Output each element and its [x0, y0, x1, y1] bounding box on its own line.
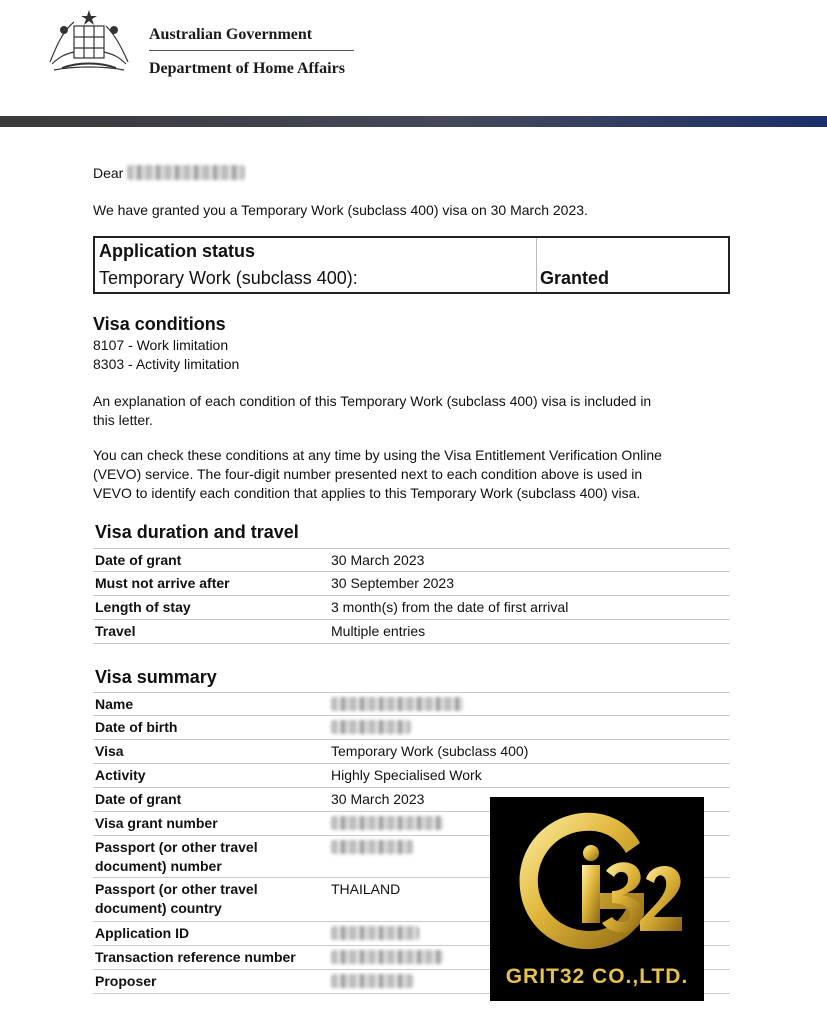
- status-value: Granted: [540, 268, 610, 288]
- duration-row: [93, 572, 730, 596]
- salutation: [93, 164, 245, 183]
- redacted-value: [331, 697, 463, 711]
- row-value: 3 month(s) from the date of first arrival: [331, 599, 569, 615]
- row-label: Passport (or other travel document) country: [95, 881, 258, 916]
- row-value: 30 March 2023: [331, 791, 425, 807]
- redacted-name: [127, 165, 245, 180]
- coat-of-arms-icon: [44, 8, 134, 76]
- government-name: Australian Government: [149, 26, 313, 43]
- header-banner-bar: [0, 116, 827, 127]
- conditions-paragraph-1-line: An explanation of each condition of this Temporary Work (subclass 400) visa is included in: [93, 393, 652, 409]
- duration-row: [93, 548, 730, 572]
- conditions-paragraph-2-line: (VEVO) service. The four-digit number presented next to each condition above is used in: [93, 466, 643, 482]
- condition-item: 8107 - Work limitation: [93, 337, 229, 353]
- condition-item: 8303 - Activity limitation: [93, 356, 240, 372]
- conditions-paragraph-2-line: VEVO to identify each condition that applies to this Temporary Work (subclass 400) visa.: [93, 485, 641, 501]
- row-value: Multiple entries: [331, 623, 426, 639]
- g32-logo-icon: [490, 797, 704, 967]
- row-value: [331, 948, 443, 969]
- redacted-value: [331, 950, 443, 964]
- conditions-paragraph-1-line: this letter.: [93, 412, 153, 428]
- application-status-box: [93, 236, 730, 294]
- redacted-value: [331, 816, 443, 830]
- salutation-text: Dear: [93, 165, 124, 181]
- row-label: Proposer: [95, 973, 157, 989]
- row-label: Length of stay: [95, 599, 191, 615]
- duration-heading: Visa duration and travel: [95, 522, 299, 542]
- row-label: Name: [95, 696, 134, 712]
- row-value: THAILAND: [331, 881, 401, 897]
- duration-row: [93, 596, 730, 620]
- company-logo: [490, 797, 704, 1001]
- redacted-value: [331, 974, 413, 988]
- summary-heading: Visa summary: [95, 667, 217, 687]
- row-label: Travel: [95, 623, 136, 639]
- letterhead: [0, 0, 827, 118]
- row-value: [331, 814, 443, 835]
- row-label: Date of birth: [95, 719, 178, 735]
- row-label: Visa: [95, 743, 124, 759]
- row-value: [331, 718, 411, 739]
- row-value: [331, 695, 463, 716]
- summary-row: [93, 764, 730, 788]
- row-label: Date of grant: [95, 791, 182, 807]
- row-value: [331, 972, 413, 993]
- row-value: [331, 924, 419, 945]
- status-box-divider: [536, 238, 537, 292]
- summary-row: [93, 692, 730, 716]
- status-visa-type: Temporary Work (subclass 400):: [99, 268, 358, 288]
- row-value: Highly Specialised Work: [331, 767, 482, 783]
- department-name: Department of Home Affairs: [149, 60, 345, 77]
- row-label: Activity: [95, 767, 146, 783]
- row-label: Passport (or other travel document) number: [95, 839, 258, 874]
- row-label: Visa grant number: [95, 815, 218, 831]
- logo-company-name: GRIT32 CO.,LTD.: [505, 965, 689, 988]
- conditions-heading: Visa conditions: [93, 314, 226, 334]
- row-label: Application ID: [95, 925, 190, 941]
- status-title: Application status: [99, 241, 256, 261]
- conditions-paragraph-2-line: You can check these conditions at any time by using the Visa Entitlement Verification Online: [93, 447, 662, 463]
- row-label: Transaction reference number: [95, 949, 296, 965]
- row-value: Temporary Work (subclass 400): [331, 743, 529, 759]
- row-label: Must not arrive after: [95, 575, 230, 591]
- summary-row: [93, 740, 730, 764]
- row-label: Date of grant: [95, 552, 182, 568]
- header-divider: [149, 50, 354, 51]
- intro-text: We have granted you a Temporary Work (subclass 400) visa on 30 March 2023.: [93, 202, 588, 218]
- row-value: 30 September 2023: [331, 575, 454, 591]
- summary-row: [93, 716, 730, 740]
- redacted-value: [331, 720, 411, 734]
- duration-row: [93, 620, 730, 644]
- row-value: 30 March 2023: [331, 552, 425, 568]
- redacted-value: [331, 840, 413, 854]
- redacted-value: [331, 926, 419, 940]
- row-value: [331, 838, 413, 859]
